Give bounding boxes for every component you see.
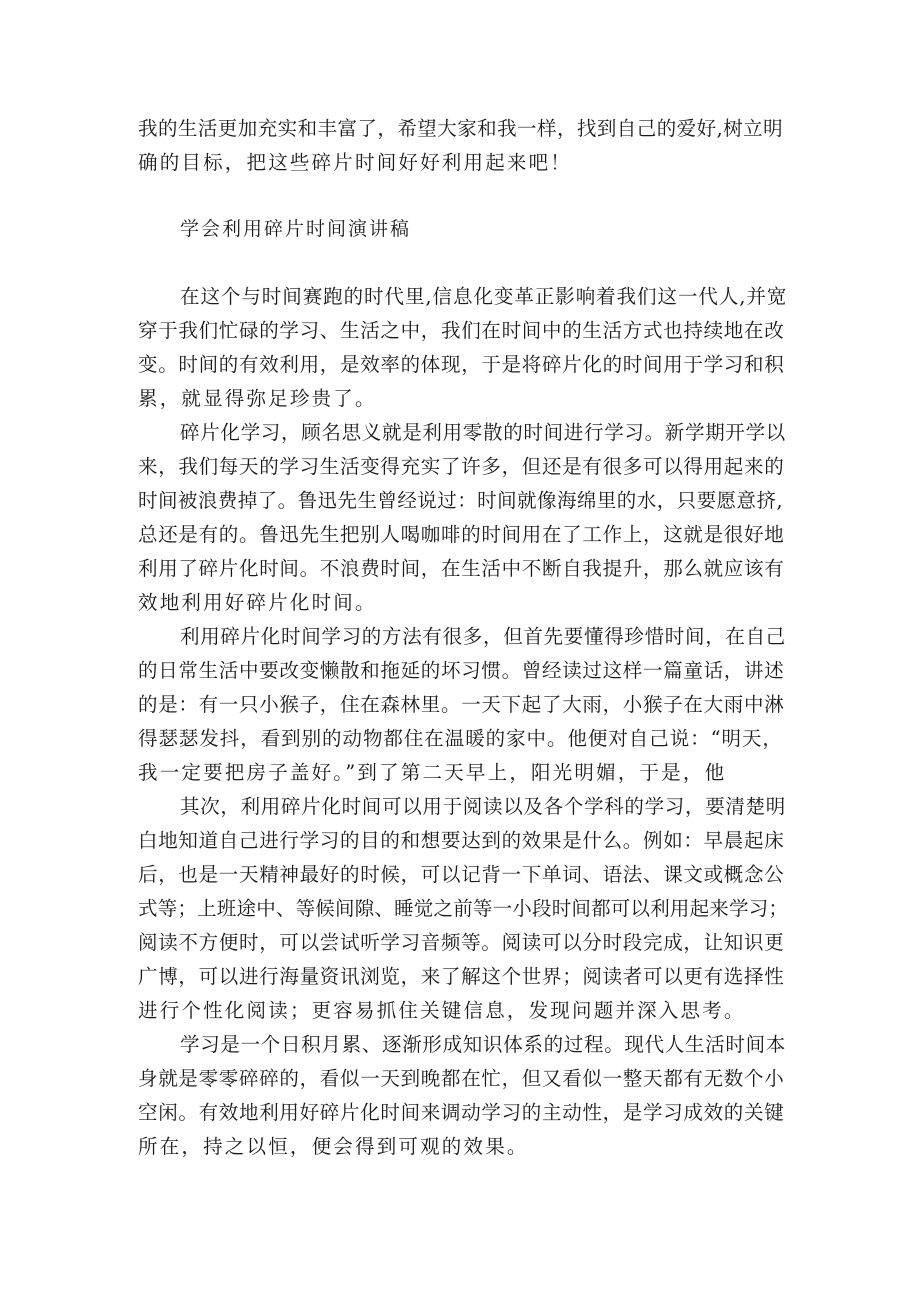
paragraph-4-line-2: 白地知道自己进行学习的目的和想要达到的效果是什么。例如：早晨起床 xyxy=(138,829,785,852)
paragraph-2-line-1: 碎片化学习，顾名思义就是利用零散的时间进行学习。新学期开学以 xyxy=(180,421,787,444)
paragraph-5-line-4: 所在，持之以恒，便会得到可观的效果。 xyxy=(138,1135,529,1158)
paragraph-4-line-4: 式等；上班途中、等候间隙、睡觉之前等一小段时间都可以利用起来学习； xyxy=(138,897,789,920)
paragraph-4-line-1: 其次，利用碎片化时间可以用于阅读以及各个学科的学习，要清楚明 xyxy=(180,795,787,818)
paragraph-4-line-7: 进行个性化阅读；更容易抓住关键信息，发现问题并深入思考。 xyxy=(138,999,746,1022)
paragraph-2-line-3: 时间被浪费掉了。鲁迅先生曾经说过：时间就像海绵里的水，只要愿意挤, xyxy=(138,489,784,512)
paragraph-2-line-4: 总还是有的。鲁迅先生把别人喝咖啡的时间用在了工作上，这就是很好地 xyxy=(138,523,785,546)
paragraph-4-line-5: 阅读不方便时，可以尝试听学习音频等。阅读可以分时段完成，让知识更 xyxy=(138,931,785,954)
paragraph-4-line-3: 后，也是一天精神最好的时候，可以记背一下单词、语法、课文或概念公 xyxy=(138,863,785,886)
paragraph-3-line-3: 的是：有一只小猴子，住在森林里。一天下起了大雨，小猴子在大雨中淋 xyxy=(138,693,785,716)
paragraph-5-line-2: 身就是零零碎碎的，看似一天到晚都在忙，但又看似一整天都有无数个小 xyxy=(138,1067,785,1090)
paragraph-1-line-1: 在这个与时间赛跑的时代里,信息化变革正影响着我们这一代人,并宽 xyxy=(180,285,788,308)
intro-line-1: 我的生活更加充实和丰富了，希望大家和我一样，找到自己的爱好,树立明 xyxy=(138,117,784,140)
paragraph-3-line-4: 得瑟瑟发抖，看到别的动物都住在温暖的家中。他便对自己说：“明天， xyxy=(138,727,783,750)
paragraph-5-line-3: 空闲。有效地利用好碎片化时间来调动学习的主动性，是学习成效的关键 xyxy=(138,1101,785,1124)
paragraph-3-line-1: 利用碎片化时间学习的方法有很多，但首先要懂得珍惜时间，在自己 xyxy=(180,625,787,648)
paragraph-1-line-4: 累，就显得弥足珍贵了。 xyxy=(138,387,377,410)
paragraph-5-line-1: 学习是一个日积月累、逐渐形成知识体系的过程。现代人生活时间本 xyxy=(180,1033,787,1056)
paragraph-4-line-6: 广博，可以进行海量资讯浏览，来了解这个世界；阅读者可以更有选择性 xyxy=(138,965,785,988)
paragraph-1-line-2: 穿于我们忙碌的学习、生活之中，我们在时间中的生活方式也持续地在改 xyxy=(138,319,785,342)
intro-line-2: 确的目标，把这些碎片时间好好利用起来吧！ xyxy=(138,151,573,174)
speech-title: 学会利用碎片时间演讲稿 xyxy=(180,218,412,240)
paragraph-2-line-6: 效地利用好碎片化时间。 xyxy=(138,591,377,614)
paragraph-1-line-3: 变。时间的有效利用，是效率的体现，于是将碎片化的时间用于学习和积 xyxy=(138,353,785,376)
paragraph-2-line-5: 利用了碎片化时间。不浪费时间，在生活中不断自我提升，那么就应该有 xyxy=(138,557,785,580)
paragraph-2-line-2: 来，我们每天的学习生活变得充实了许多，但还是有很多可以得用起来的 xyxy=(138,455,785,478)
paragraph-3-line-2: 的日常生活中要改变懒散和拖延的坏习惯。曾经读过这样一篇童话，讲述 xyxy=(138,659,785,682)
paragraph-3-line-5: 我一定要把房子盖好。”到了第二天早上，阳光明媚，于是，他 xyxy=(138,761,727,784)
